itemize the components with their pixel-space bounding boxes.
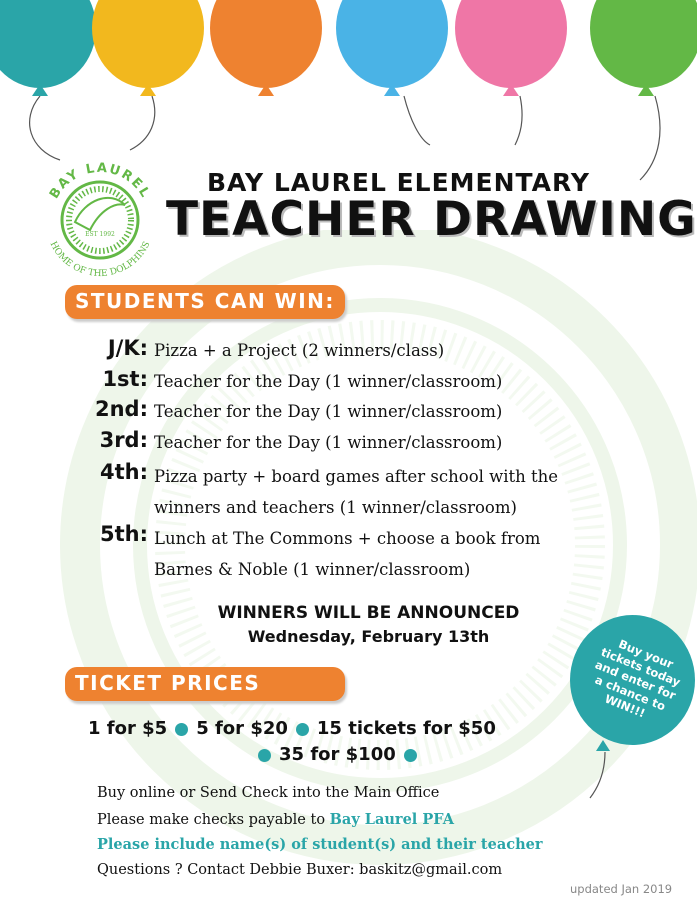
updated-date: updated Jan 2019 (570, 882, 673, 896)
prize-text: Teacher for the Day (1 winner/classroom) (154, 433, 503, 452)
payable-text: Please make checks payable to (97, 812, 330, 828)
grade-label: 4th: (100, 460, 148, 484)
info-line: Buy online or Send Check into the Main Office (97, 785, 440, 801)
school-logo (30, 150, 170, 280)
bullet-dot-icon (296, 723, 309, 736)
callout-balloon (570, 615, 695, 745)
svg-text:HOME OF THE DOLPHINS: HOME OF THE DOLPHINS (47, 240, 153, 280)
price-option: 35 for $100 (279, 744, 396, 765)
grade-label: 3rd: (99, 428, 148, 452)
grade-label: 1st: (102, 367, 148, 391)
grade-label: 2nd: (95, 397, 148, 421)
ticket-prices-banner: TICKET PRICES (65, 667, 345, 701)
price-option: 1 for $5 (88, 718, 168, 739)
prize-text: Teacher for the Day (1 winner/classroom) (154, 402, 503, 421)
grade-label: J/K: (107, 336, 148, 360)
prize-text: Pizza party + board games after school with the winners and teachers (1 winner/classroom) (154, 467, 559, 517)
include-names-note: Please include name(s) of student(s) and their teacher (97, 836, 543, 853)
page-title: TEACHER DRAWING (166, 192, 697, 247)
info-line (97, 811, 454, 828)
payee-name: Bay Laurel PFA (329, 811, 454, 828)
prize-text: Teacher for the Day (1 winner/classroom) (154, 372, 503, 391)
bullet-dot-icon (404, 749, 417, 762)
school-name: BAY LAUREL ELEMENTARY (207, 168, 590, 197)
contact-line: Questions ? Contact Debbie Buxer: baskitz@gmail.com (97, 862, 503, 878)
ticket-prices-row2 (258, 744, 425, 765)
announcement-heading: WINNERS WILL BE ANNOUNCED (217, 603, 520, 623)
bullet-dot-icon (258, 749, 271, 762)
callout-text: Buy your tickets today and enter for a chance to WIN!!! (592, 636, 683, 721)
price-option: 15 tickets for $50 (316, 718, 496, 739)
prize-text: Lunch at The Commons + choose a book from Barnes & Noble (1 winner/classroom) (154, 529, 541, 579)
ticket-prices-row1 (88, 718, 496, 739)
balloon-knot-icon (596, 740, 610, 751)
students-can-win-banner: STUDENTS CAN WIN: (65, 285, 345, 319)
price-option: 5 for $20 (196, 718, 288, 739)
svg-text:BAY LAUREL: BAY LAUREL (46, 160, 154, 202)
announcement-date: Wednesday, February 13th (247, 627, 490, 646)
bullet-dot-icon (175, 723, 188, 736)
grade-label: 5th: (100, 522, 148, 546)
prize-text: Pizza + a Project (2 winners/class) (154, 341, 445, 360)
svg-text:EST 1992: EST 1992 (85, 231, 115, 238)
